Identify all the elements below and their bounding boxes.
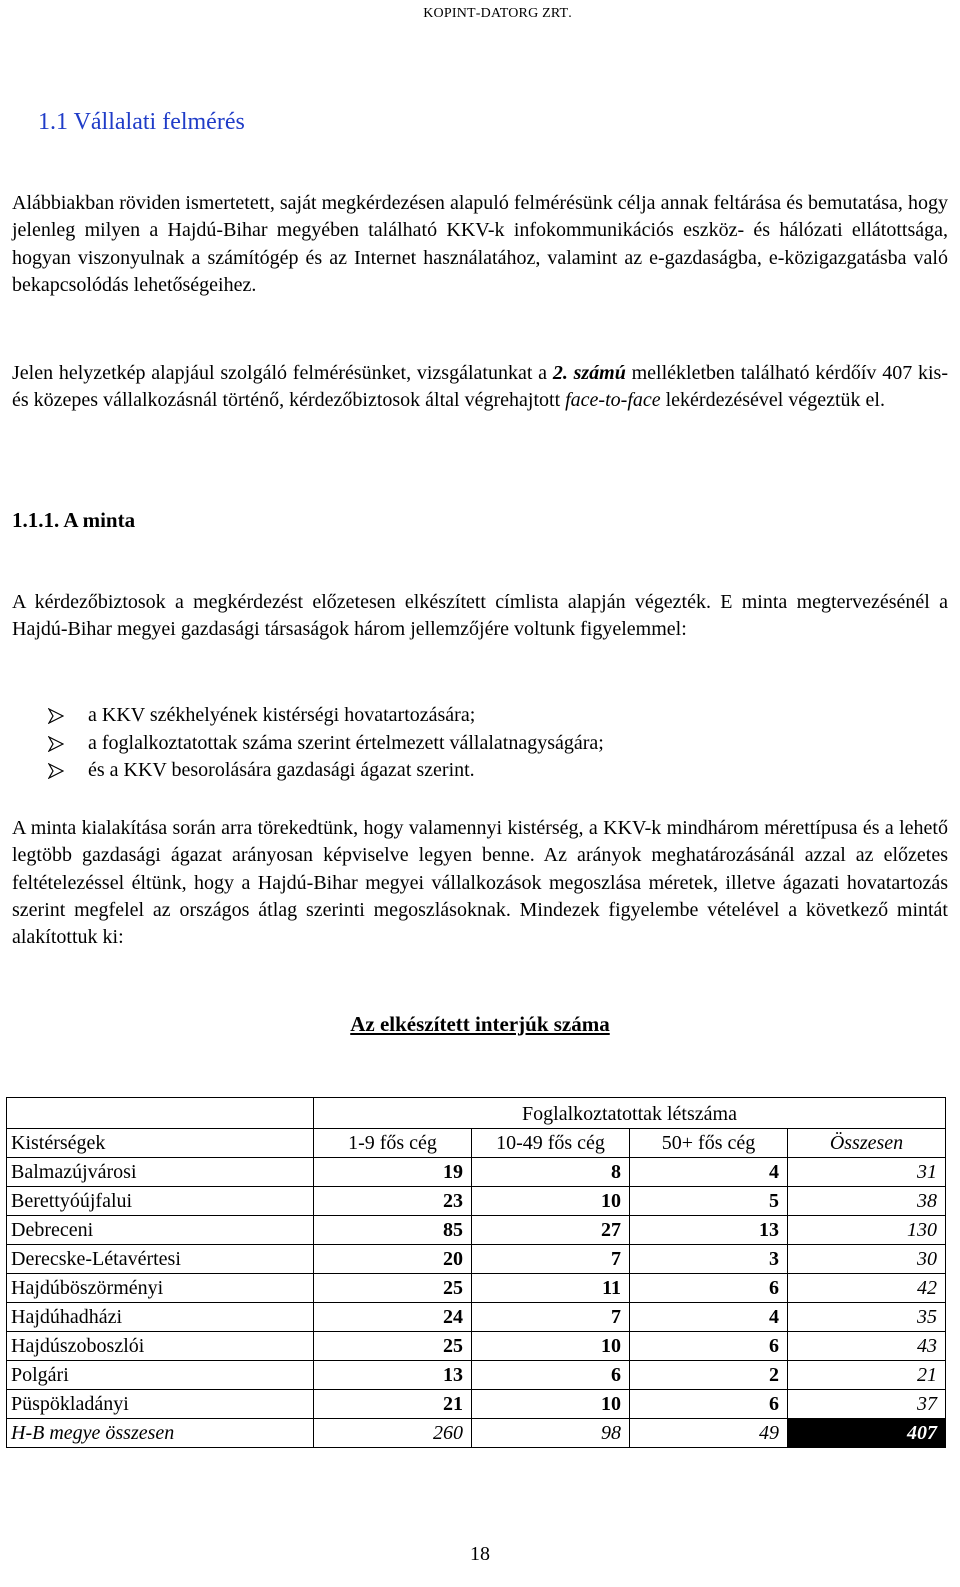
region-cell: Balmazújvárosi: [7, 1158, 314, 1187]
value-cell: 20: [314, 1245, 472, 1274]
total-cell: 130: [788, 1216, 946, 1245]
value-cell: 13: [314, 1361, 472, 1390]
total-cell: 38: [788, 1187, 946, 1216]
region-cell: Hajdúszoboszlói: [7, 1332, 314, 1361]
value-cell: 7: [472, 1303, 630, 1332]
column-header: 10-49 fős cég: [472, 1129, 630, 1158]
header-dash: -D: [475, 6, 491, 21]
value-cell: 8: [472, 1158, 630, 1187]
interviews-table: [6, 1097, 946, 1448]
criteria-list: [48, 702, 604, 785]
table-total-row: [7, 1419, 946, 1448]
region-cell: Derecske-Létavértesi: [7, 1245, 314, 1274]
method-paragraph: [12, 360, 948, 415]
grand-total-cell: 407: [788, 1419, 946, 1448]
total-cell: 35: [788, 1303, 946, 1332]
value-cell: 6: [630, 1332, 788, 1361]
table-row: [7, 1303, 946, 1332]
region-cell: Püspökladányi: [7, 1390, 314, 1419]
arrow-bullet-icon: [48, 736, 64, 752]
total-cell: 98: [472, 1419, 630, 1448]
table-row: [7, 1332, 946, 1361]
page-number: 18: [470, 1543, 490, 1565]
method-text-3: lekérdezésével végeztük el.: [660, 389, 885, 412]
total-cell: 37: [788, 1390, 946, 1419]
value-cell: 6: [472, 1361, 630, 1390]
total-cell: 31: [788, 1158, 946, 1187]
table-row: [7, 1361, 946, 1390]
total-cell: 21: [788, 1361, 946, 1390]
value-cell: 4: [630, 1303, 788, 1332]
value-cell: 23: [314, 1187, 472, 1216]
annex-reference: 2. számú: [552, 362, 626, 384]
value-cell: 21: [314, 1390, 472, 1419]
method-text-1: Jelen helyzetkép alapjául szolgáló felmérésünket, vizsgálatunkat a: [12, 362, 553, 384]
total-cell: 43: [788, 1332, 946, 1361]
table-row: [7, 1274, 946, 1303]
table-group-header-row: [7, 1098, 946, 1129]
table-row: [7, 1216, 946, 1245]
list-item-text: és a KKV besorolására gazdasági ágazat szerint.: [88, 759, 475, 781]
table-header-blank: [7, 1098, 314, 1129]
county-total-label: H-B megye összesen: [7, 1419, 314, 1448]
table-row: [7, 1187, 946, 1216]
value-cell: 2: [630, 1361, 788, 1390]
column-header: Kistérségek: [7, 1129, 314, 1158]
header-atorg: ATORG: [490, 6, 539, 21]
subsection-title: 1.1.1. A minta: [12, 508, 136, 532]
method-text-2: mellékletben található kérdőív 407 kis- és közepes vállalkozásnál történő, kérdezőbiztosok által végrehajtott: [12, 362, 948, 412]
list-item: [48, 702, 604, 730]
header-k: K: [423, 6, 434, 21]
value-cell: 24: [314, 1303, 472, 1332]
value-cell: 19: [314, 1158, 472, 1187]
total-cell: 49: [630, 1419, 788, 1448]
region-cell: Debreceni: [7, 1216, 314, 1245]
table-row: [7, 1390, 946, 1419]
table-caption: Az elkészített interjúk száma: [350, 1012, 610, 1036]
table-row: [7, 1158, 946, 1187]
total-cell: 30: [788, 1245, 946, 1274]
face-to-face-term: face-to-face: [565, 389, 661, 412]
table-header-row: [7, 1129, 946, 1158]
value-cell: 4: [630, 1158, 788, 1187]
value-cell: 25: [314, 1274, 472, 1303]
region-cell: Hajdúhadházi: [7, 1303, 314, 1332]
value-cell: 7: [472, 1245, 630, 1274]
section-title: 1.1 Vállalati felmérés: [38, 109, 245, 135]
intro-paragraph: Alábbiakban röviden ismertetett, saját megkérdezésen alapuló felmérésünk célja annak feltárása és bemutatása, hogy jelenleg milyen a Hajdú-Bihar megyében található KKV-k infokommunikációs eszköz- és hálózati ellátottsága, hogyan viszonyulnak a számítógép és az Internet használatához, valamint az e-gazdaságba, e-közigazgatásba való bekapcsolódás lehetőségeihez.: [12, 192, 948, 296]
value-cell: 3: [630, 1245, 788, 1274]
value-cell: 6: [630, 1390, 788, 1419]
header-rt: RT: [550, 6, 569, 21]
value-cell: 5: [630, 1187, 788, 1216]
column-header: 1-9 fős cég: [314, 1129, 472, 1158]
sample-design-paragraph: A minta kialakítása során arra törekedtünk, hogy valamennyi kistérség, a KKV-k mindhárom mérettípusa és a lehető legtöbb gazdasági ágazat arányosan képviselve legyen benne. Az arányok meghatározásánál azzal az előzetes feltételezéssel éltünk, hogy a Hajdú-Bihar megyei vállalkozások megoszlása méretek, illetve ágazati hovatartozás szerint megfelel az országos átlag szerinti megoszlásoknak. Mindezek figyelembe vételével a következő mintát alakítottuk ki:: [12, 817, 948, 949]
arrow-bullet-icon: [48, 708, 64, 724]
list-item-text: a KKV székhelyének kistérségi hovatartozására;: [88, 704, 476, 726]
value-cell: 10: [472, 1390, 630, 1419]
value-cell: 10: [472, 1332, 630, 1361]
header-opint: OPINT: [433, 6, 476, 21]
value-cell: 27: [472, 1216, 630, 1245]
header-z: Z: [538, 6, 551, 21]
value-cell: 11: [472, 1274, 630, 1303]
table-group-header: Foglalkoztatottak létszáma: [314, 1098, 946, 1129]
value-cell: 85: [314, 1216, 472, 1245]
sample-paragraph: A kérdezőbiztosok a megkérdezést előzetesen elkészített címlista alapján végezték. E minta megtervezésénél a Hajdú-Bihar megyei gazdasági társaságok három jellemzőjére voltunk figyelemmel:: [12, 591, 948, 641]
column-header: 50+ fős cég: [630, 1129, 788, 1158]
value-cell: 6: [630, 1274, 788, 1303]
region-cell: Hajdúböszörményi: [7, 1274, 314, 1303]
value-cell: 25: [314, 1332, 472, 1361]
list-item-text: a foglalkoztatottak száma szerint értelmezett vállalatnagyságára;: [88, 731, 604, 754]
value-cell: 13: [630, 1216, 788, 1245]
header-dot: .: [568, 6, 572, 21]
arrow-bullet-icon: [48, 763, 64, 779]
table-row: [7, 1245, 946, 1274]
region-cell: Polgári: [7, 1361, 314, 1390]
list-item: [48, 730, 604, 758]
total-cell: 42: [788, 1274, 946, 1303]
running-header: [423, 6, 572, 22]
region-cell: Berettyóújfalui: [7, 1187, 314, 1216]
value-cell: 10: [472, 1187, 630, 1216]
list-item: [48, 757, 604, 785]
column-header: Összesen: [788, 1129, 946, 1158]
total-cell: 260: [314, 1419, 472, 1448]
